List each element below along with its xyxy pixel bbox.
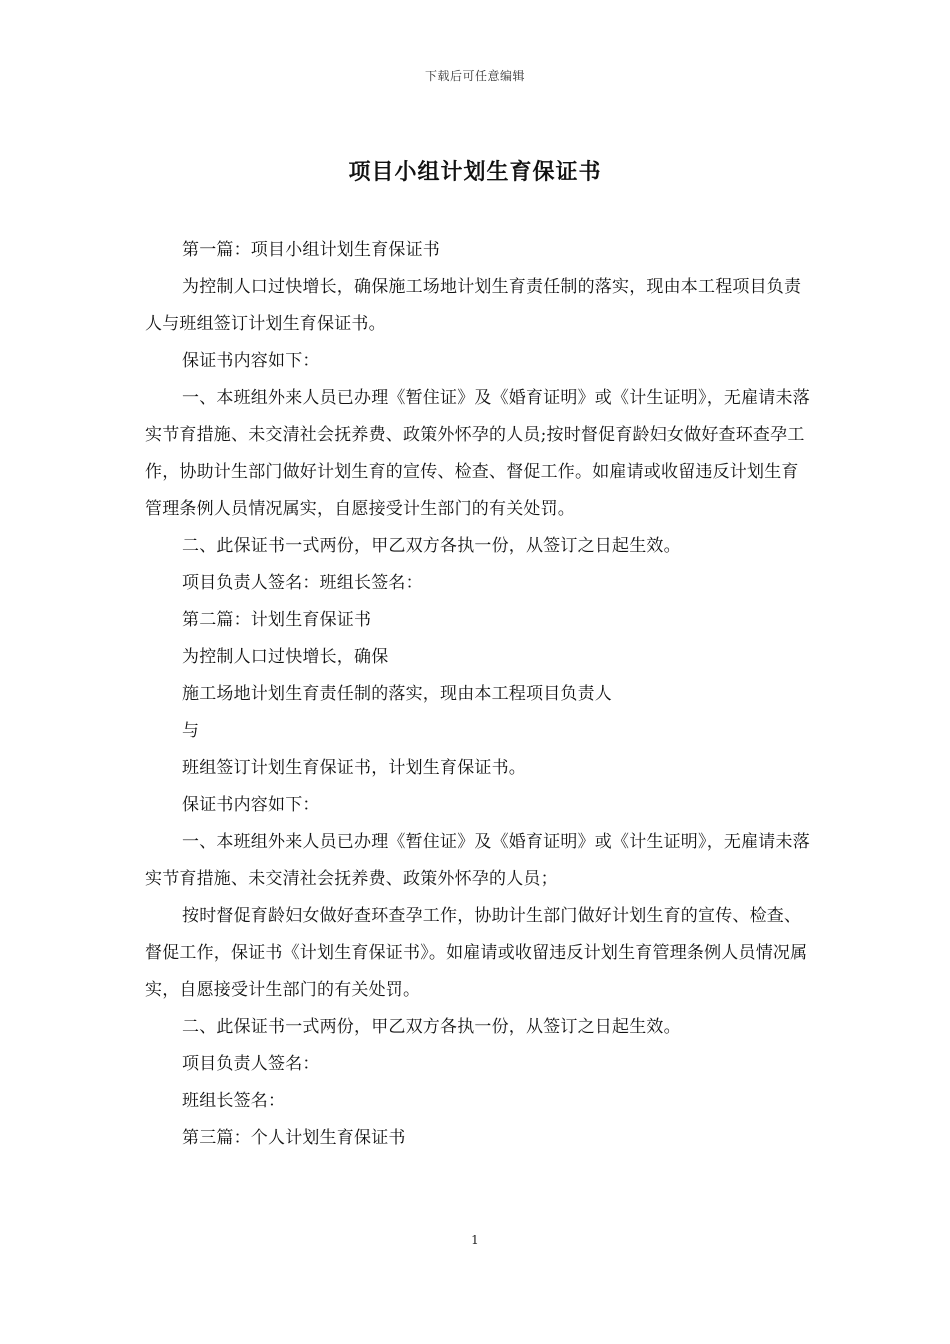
- document-body: [145, 232, 810, 1157]
- paragraph-part1-heading: 第一篇：项目小组计划生育保证书: [182, 240, 440, 260]
- document-title: 项目小组计划生育保证书: [348, 160, 602, 185]
- paragraph-part2-intro-line1: 为控制人口过快增长，确保: [182, 647, 389, 667]
- paragraph-part2-heading: 第二篇：计划生育保证书: [182, 610, 372, 630]
- paragraph-part2-intro-line4: 班组签订计划生育保证书，计划生育保证书。: [182, 758, 526, 778]
- paragraph-part1-content-label: 保证书内容如下：: [182, 351, 320, 371]
- paragraph-part1-clause1: 一、本班组外来人员已办理《暂住证》及《婚育证明》或《计生证明》，无雇请未落实节育措施、未交清社会抚养费、政策外怀孕的人员;按时督促育龄妇女做好查环查孕工作，协助计生部门做好计划生育的宣传、检查、督促工作。如雇请或收留违反计划生育管理条例人员情况属实，自愿接受计生部门的有关处罚。: [145, 388, 810, 519]
- header-note: 下载后可任意编辑: [424, 69, 525, 83]
- paragraph-part1-clause2: 二、此保证书一式两份，甲乙双方各执一份，从签订之日起生效。: [182, 536, 681, 556]
- paragraph-part2-content-label: 保证书内容如下：: [182, 795, 320, 815]
- paragraph-part2-intro-line3: 与: [182, 721, 200, 741]
- paragraph-part2-clause1: 一、本班组外来人员已办理《暂住证》及《婚育证明》或《计生证明》，无雇请未落实节育措施、未交清社会抚养费、政策外怀孕的人员；: [145, 832, 810, 889]
- paragraph-part2-clause1-cont: 按时督促育龄妇女做好查环查孕工作，协助计生部门做好计划生育的宣传、检查、督促工作，保证书《计划生育保证书》。如雇请或收留违反计划生育管理条例人员情况属实，自愿接受计生部门的有关处罚。: [145, 906, 808, 1000]
- paragraph-part1-intro: 为控制人口过快增长，确保施工场地计划生育责任制的落实，现由本工程项目负责人与班组签订计划生育保证书。: [145, 277, 802, 334]
- paragraph-part3-heading: 第三篇：个人计划生育保证书: [182, 1128, 406, 1148]
- paragraph-part2-signature-leader: 班组长签名：: [182, 1091, 286, 1111]
- page-number: 1: [471, 1233, 479, 1247]
- paragraph-part1-signatures: 项目负责人签名：班组长签名：: [182, 573, 423, 593]
- paragraph-part2-intro-line2: 施工场地计划生育责任制的落实，现由本工程项目负责人: [182, 684, 612, 704]
- paragraph-part2-signature-manager: 项目负责人签名：: [182, 1054, 320, 1074]
- paragraph-part2-clause2: 二、此保证书一式两份，甲乙双方各执一份，从签订之日起生效。: [182, 1017, 681, 1037]
